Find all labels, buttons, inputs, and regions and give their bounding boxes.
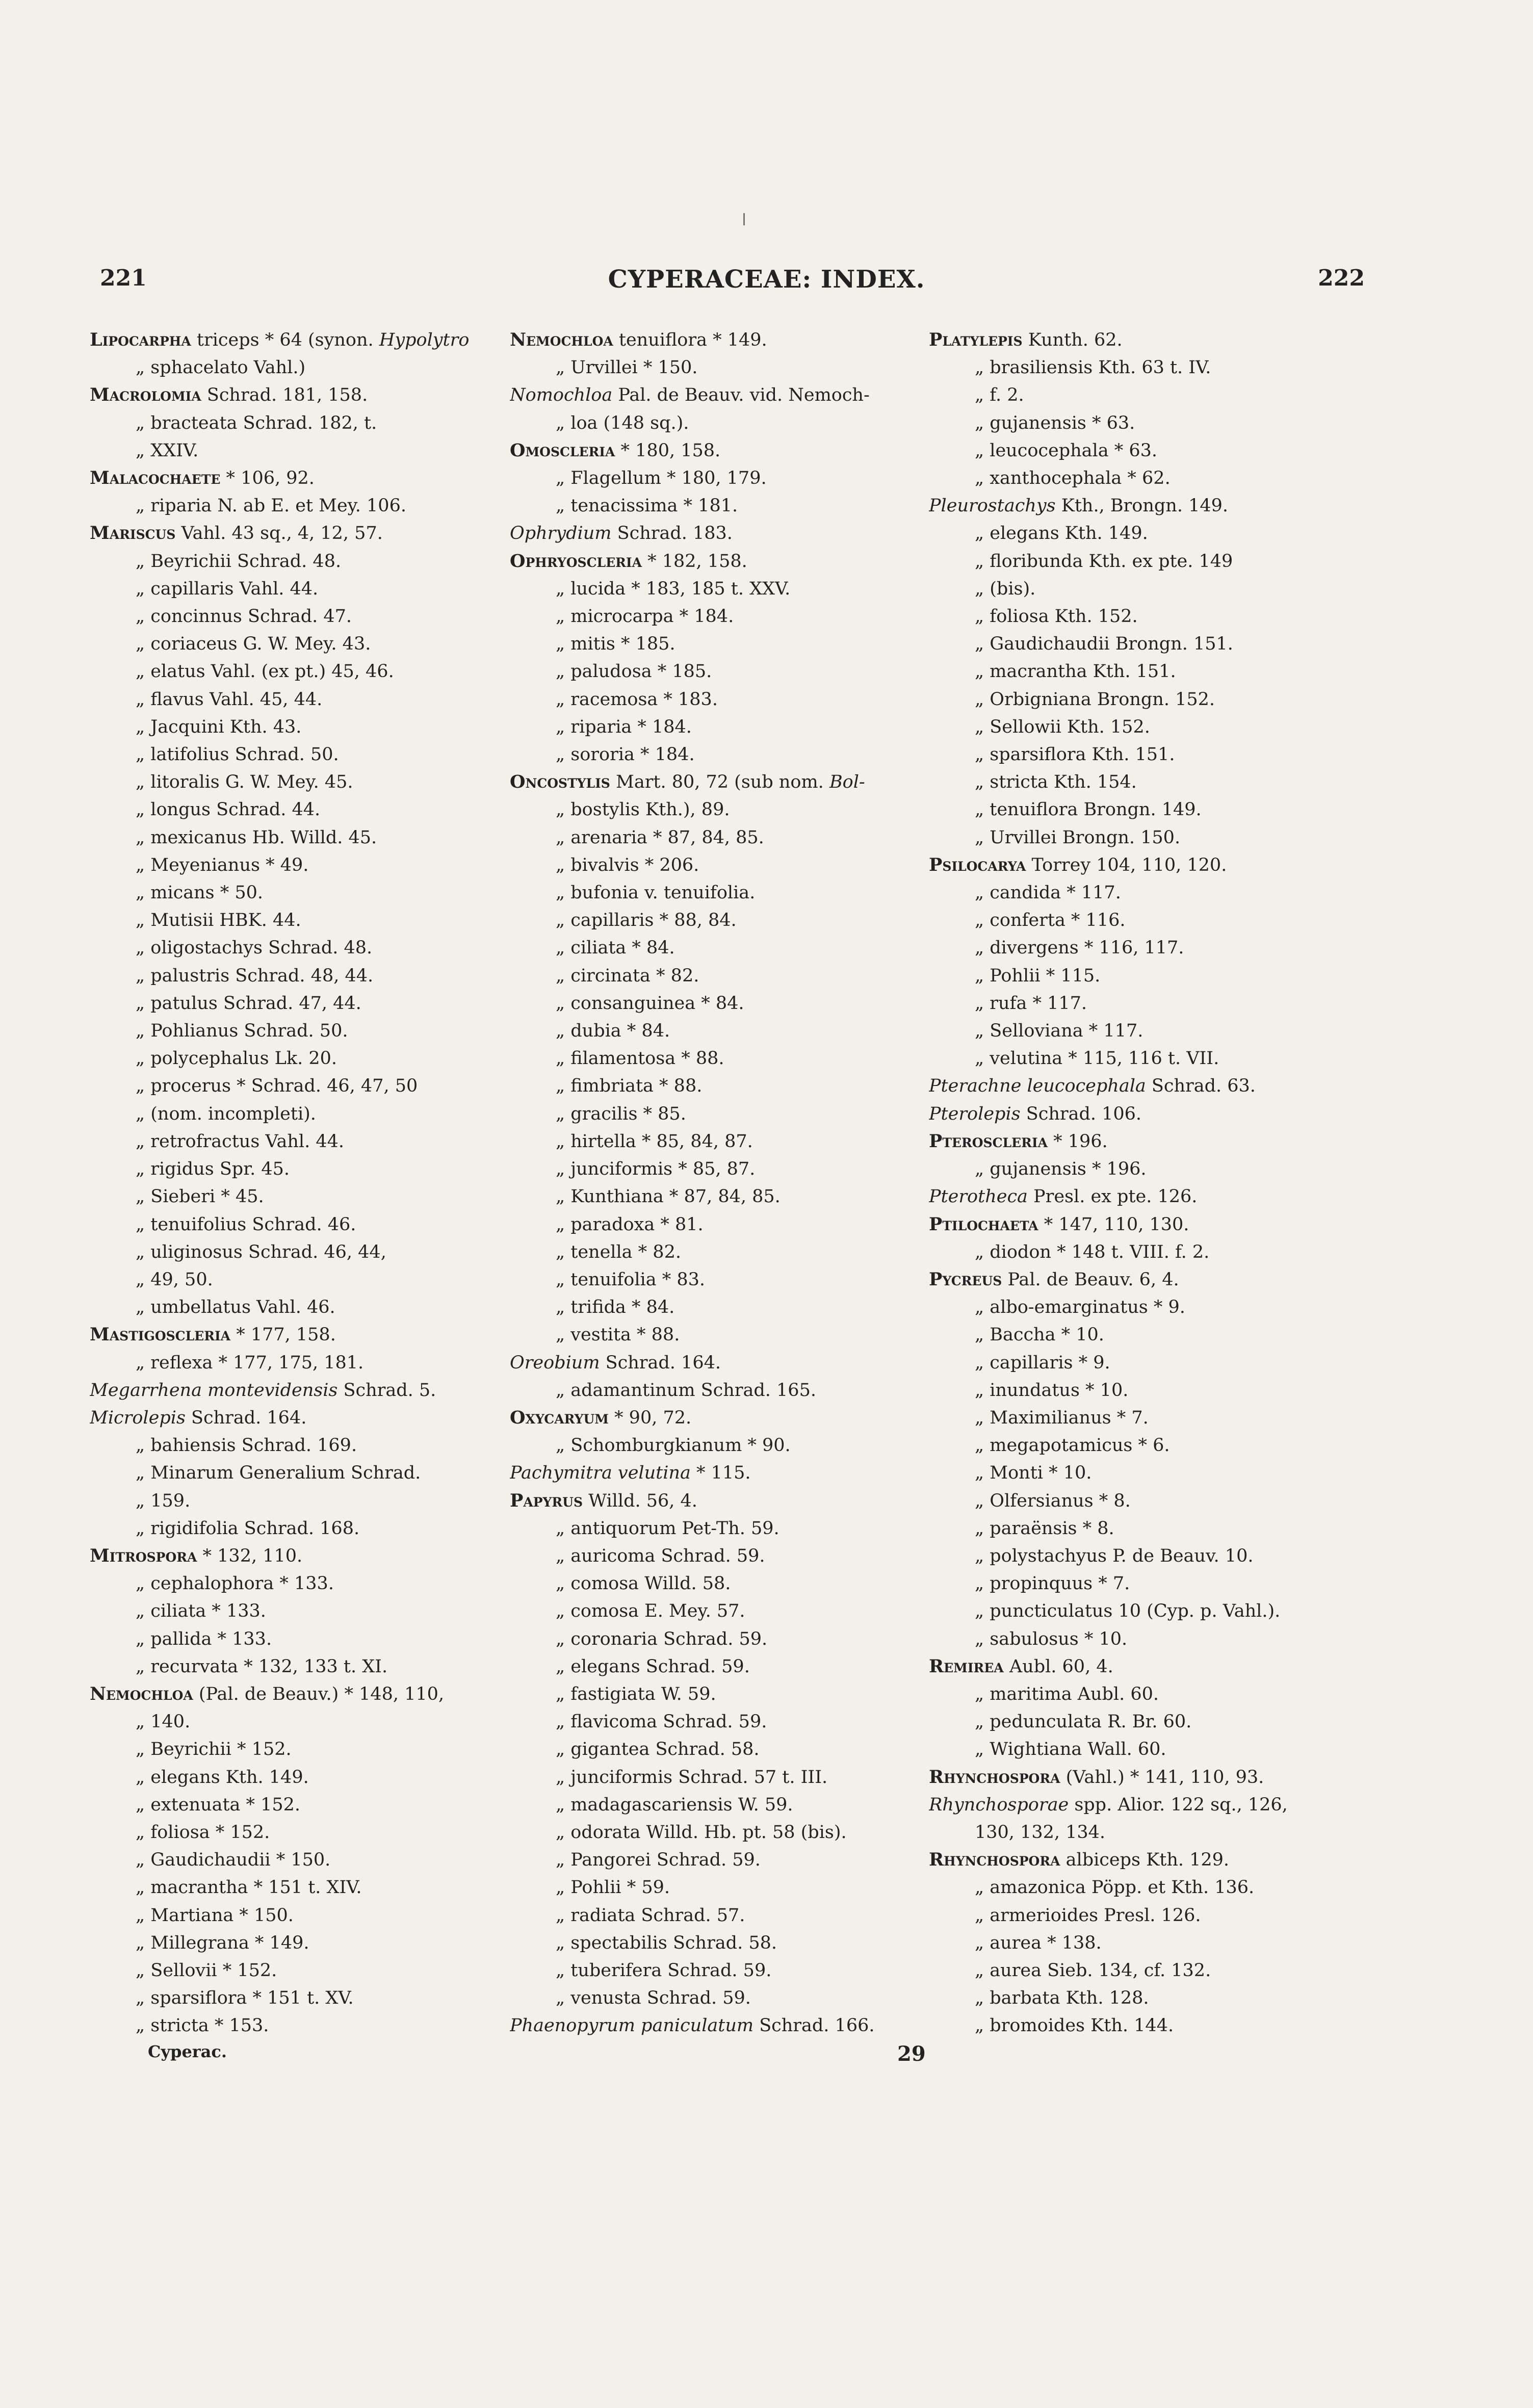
index-entry: „ gracilis * 85. xyxy=(556,1103,686,1124)
index-entry: „ polystachyus P. de Beauv. 10. xyxy=(975,1545,1254,1566)
index-entry: „ rufa * 117. xyxy=(975,993,1087,1014)
index-entry: „ tenuifolia * 83. xyxy=(556,1269,706,1290)
index-entry: „ filamentosa * 88. xyxy=(556,1048,724,1069)
index-entry: „ tenacissima * 181. xyxy=(556,496,738,516)
index-entry: „ auricoma Schrad. 59. xyxy=(556,1545,765,1566)
index-entry: „ inundatus * 10. xyxy=(975,1380,1129,1401)
index-entry: „ pallida * 133. xyxy=(136,1628,272,1649)
index-entry: Pycreus Pal. de Beauv. 6, 4. xyxy=(929,1268,1179,1290)
index-entry: „ Wightiana Wall. 60. xyxy=(975,1739,1166,1760)
index-entry: „ Pohlii * 59. xyxy=(556,1877,670,1898)
index-entry: „ bufonia v. tenuifolia. xyxy=(556,883,756,903)
index-entry: „ elegans Schrad. 59. xyxy=(556,1656,750,1677)
index-entry: „ venusta Schrad. 59. xyxy=(556,1988,751,2009)
index-entry: „ Sellovii * 152. xyxy=(136,1960,277,1981)
index-entry: „ flavus Vahl. 45, 44. xyxy=(136,689,323,710)
index-entry: „ sororia * 184. xyxy=(556,744,695,765)
index-entry: „ arenaria * 87, 84, 85. xyxy=(556,827,764,848)
index-entry: „ polycephalus Lk. 20. xyxy=(136,1048,337,1069)
index-entry: „ pedunculata R. Br. 60. xyxy=(975,1712,1192,1732)
footer-signature-label: Cyperac. xyxy=(148,2042,227,2061)
index-entry: „ riparia N. ab E. et Mey. 106. xyxy=(136,496,406,516)
page-header xyxy=(0,265,1533,306)
index-entry: „ Selloviana * 117. xyxy=(975,1021,1144,1042)
index-entry: „ mexicanus Hb. Willd. 45. xyxy=(136,827,377,848)
index-entry: „ rigidifolia Schrad. 168. xyxy=(136,1518,360,1539)
index-entry: „ Kunthiana * 87, 84, 85. xyxy=(556,1186,781,1207)
index-entry: Pterolepis Schrad. 106. xyxy=(929,1103,1142,1124)
index-entry: Mastigoscleria * 177, 158. xyxy=(90,1324,336,1345)
page-number-right: 222 xyxy=(1318,265,1365,291)
index-entry: „ Martiana * 150. xyxy=(136,1905,294,1926)
index-entry: Platylepis Kunth. 62. xyxy=(929,329,1123,350)
index-entry: Malacochaete * 106, 92. xyxy=(90,468,315,489)
index-entry: „ capillaris * 88, 84. xyxy=(556,910,737,931)
index-entry: „ patulus Schrad. 47, 44. xyxy=(136,993,361,1014)
index-entry: „ trifida * 84. xyxy=(556,1297,675,1318)
index-entry: „ mitis * 185. xyxy=(556,634,675,655)
index-entry: „ Olfersianus * 8. xyxy=(975,1490,1131,1511)
index-entry: „ micans * 50. xyxy=(136,883,264,903)
index-entry: „ paraënsis * 8. xyxy=(975,1518,1114,1539)
index-entry: „ Pohlii * 115. xyxy=(975,965,1101,986)
index-entry: „ brasiliensis Kth. 63 t. IV. xyxy=(975,357,1211,378)
index-entry: Microlepis Schrad. 164. xyxy=(90,1407,307,1428)
scan-mark xyxy=(743,213,745,225)
index-entry: „ madagascariensis W. 59. xyxy=(556,1794,793,1815)
index-column-1 xyxy=(90,326,508,2080)
index-entry: „ fimbriata * 88. xyxy=(556,1076,703,1097)
index-entry: „ hirtella * 85, 84, 87. xyxy=(556,1131,753,1152)
index-entry: „ sparsiflora Kth. 151. xyxy=(975,744,1175,765)
index-entry: „ (nom. incompleti). xyxy=(136,1103,316,1124)
index-entry: „ Minarum Generalium Schrad. xyxy=(136,1463,421,1484)
index-entry: „ leucocephala * 63. xyxy=(975,440,1157,461)
index-entry: „ flavicoma Schrad. 59. xyxy=(556,1712,767,1732)
index-entry: Lipocarpha triceps * 64 (synon. Hypolytro xyxy=(90,329,470,350)
index-entry: „ Gaudichaudii * 150. xyxy=(136,1850,331,1871)
index-entry: „ procerus * Schrad. 46, 47, 50 xyxy=(136,1076,418,1097)
index-entry: „ aurea Sieb. 134, cf. 132. xyxy=(975,1960,1211,1981)
index-entry: Oncostylis Mart. 80, 72 (sub nom. Bol- xyxy=(510,771,865,793)
index-entry: „ odorata Willd. Hb. pt. 58 (bis). xyxy=(556,1822,847,1843)
index-entry: „ bahiensis Schrad. 169. xyxy=(136,1435,357,1456)
index-entry: „ macrantha * 151 t. XIV. xyxy=(136,1877,362,1898)
index-entry: „ Pohlianus Schrad. 50. xyxy=(136,1021,348,1042)
index-entry: „ candida * 117. xyxy=(975,883,1121,903)
index-entry: „ ciliata * 133. xyxy=(136,1601,266,1622)
index-entry: „ f. 2. xyxy=(975,385,1024,406)
index-entry: Megarrhena montevidensis Schrad. 5. xyxy=(90,1380,436,1401)
index-entry: „ XXIV. xyxy=(136,440,199,461)
index-entry: Psilocarya Torrey 104, 110, 120. xyxy=(929,854,1227,875)
index-entry: „ Orbigniana Brongn. 152. xyxy=(975,689,1215,710)
index-entry: „ velutina * 115, 116 t. VII. xyxy=(975,1048,1219,1069)
index-entry: „ conferta * 116. xyxy=(975,910,1126,931)
index-entry: Macrolomia Schrad. 181, 158. xyxy=(90,384,368,406)
index-entry: „ 140. xyxy=(136,1712,191,1732)
index-entry: „ gujanensis * 196. xyxy=(975,1159,1147,1180)
index-entry: Ptilochaeta * 147, 110, 130. xyxy=(929,1213,1189,1235)
index-entry: Rhynchospora (Vahl.) * 141, 110, 93. xyxy=(929,1766,1264,1788)
index-entry: „ stricta Kth. 154. xyxy=(975,772,1137,793)
index-entry: „ dubia * 84. xyxy=(556,1021,670,1042)
index-entry: „ macrantha Kth. 151. xyxy=(975,661,1176,682)
index-entry: „ lucida * 183, 185 t. XXV. xyxy=(556,578,791,599)
index-entry: „ tenuiflora Brongn. 149. xyxy=(975,799,1202,820)
index-entry: „ Beyrichii * 152. xyxy=(136,1739,292,1760)
index-entry: „ longus Schrad. 44. xyxy=(136,799,321,820)
index-entry: „ tenuifolius Schrad. 46. xyxy=(136,1214,356,1235)
index-entry: „ bostylis Kth.), 89. xyxy=(556,799,730,820)
index-entry: Nemochloa (Pal. de Beauv.) * 148, 110, xyxy=(90,1683,445,1704)
index-entry: „ aurea * 138. xyxy=(975,1932,1102,1953)
index-entry: „ sabulosus * 10. xyxy=(975,1628,1128,1649)
index-entry: „ Monti * 10. xyxy=(975,1463,1092,1484)
index-entry: „ divergens * 116, 117. xyxy=(975,938,1184,959)
index-entry: „ Gaudichaudii Brongn. 151. xyxy=(975,634,1233,655)
index-entry: „ gigantea Schrad. 58. xyxy=(556,1739,760,1760)
index-entry: „ Urvillei Brongn. 150. xyxy=(975,827,1181,848)
index-entry: „ xanthocephala * 62. xyxy=(975,468,1171,489)
index-entry: „ tenella * 82. xyxy=(556,1241,681,1262)
index-entry: „ radiata Schrad. 57. xyxy=(556,1905,745,1926)
index-entry: Oreobium Schrad. 164. xyxy=(510,1352,721,1373)
index-entry: Pteroscleria * 196. xyxy=(929,1130,1108,1152)
index-entry: „ vestita * 88. xyxy=(556,1325,680,1345)
index-entry: „ 159. xyxy=(136,1490,191,1511)
index-entry: Nomochloa Pal. de Beauv. vid. Nemoch- xyxy=(510,385,870,406)
index-entry: „ junciformis * 85, 87. xyxy=(556,1159,756,1180)
index-entry: Remirea Aubl. 60, 4. xyxy=(929,1655,1113,1677)
index-entry: „ diodon * 148 t. VIII. f. 2. xyxy=(975,1241,1210,1262)
index-entry: „ Schomburgkianum * 90. xyxy=(556,1435,791,1456)
index-entry: „ stricta * 153. xyxy=(136,2015,269,2036)
index-entry: „ Sieberi * 45. xyxy=(136,1186,264,1207)
index-entry: „ latifolius Schrad. 50. xyxy=(136,744,339,765)
index-entry: „ circinata * 82. xyxy=(556,965,699,986)
index-entry: „ bracteata Schrad. 182, t. xyxy=(136,412,377,433)
index-entry: Ophrydium Schrad. 183. xyxy=(510,523,733,544)
index-entry: „ Mutisii HBK. 44. xyxy=(136,910,301,931)
index-entry: „ capillaris Vahl. 44. xyxy=(136,578,319,599)
page-number-left: 221 xyxy=(100,265,147,291)
index-entry: „ bivalvis * 206. xyxy=(556,855,699,875)
index-column-3 xyxy=(929,326,1388,2080)
index-entry: „ junciformis Schrad. 57 t. III. xyxy=(556,1767,828,1788)
index-entry: „ loa (148 sq.). xyxy=(556,412,689,433)
index-entry: 130, 132, 134. xyxy=(975,1822,1106,1843)
index-entry: „ gujanensis * 63. xyxy=(975,412,1135,433)
index-entry: Papyrus Willd. 56, 4. xyxy=(510,1490,697,1511)
index-entry: „ Baccha * 10. xyxy=(975,1325,1104,1345)
index-entry: „ Pangorei Schrad. 59. xyxy=(556,1850,761,1871)
index-entry: Ophryoscleria * 182, 158. xyxy=(510,550,747,572)
index-entry: „ floribunda Kth. ex pte. 149 xyxy=(975,551,1233,572)
index-entry: „ capillaris * 9. xyxy=(975,1352,1110,1373)
index-entry: „ coriaceus G. W. Mey. 43. xyxy=(136,634,371,655)
index-entry: „ microcarpa * 184. xyxy=(556,606,734,627)
index-entry: „ comosa E. Mey. 57. xyxy=(556,1601,745,1622)
index-entry: Mitrospora * 132, 110. xyxy=(90,1545,303,1566)
index-entry: „ antiquorum Pet-Th. 59. xyxy=(556,1518,780,1539)
index-entry: Rhynchosporae spp. Alior. 122 sq., 126, xyxy=(929,1794,1288,1815)
index-entry: „ oligostachys Schrad. 48. xyxy=(136,938,373,959)
index-entry: „ reflexa * 177, 175, 181. xyxy=(136,1352,364,1373)
index-entry: Nemochloa tenuiflora * 149. xyxy=(510,329,767,350)
index-column-2 xyxy=(510,326,928,2080)
index-entry: Pachymitra velutina * 115. xyxy=(510,1463,751,1484)
index-entry: „ comosa Willd. 58. xyxy=(556,1573,731,1594)
index-entry: „ maritima Aubl. 60. xyxy=(975,1684,1159,1704)
index-entry: Pterachne leucocephala Schrad. 63. xyxy=(929,1076,1256,1097)
index-entry: „ Millegrana * 149. xyxy=(136,1932,309,1953)
index-entry: „ paradoxa * 81. xyxy=(556,1214,704,1235)
index-entry: „ elatus Vahl. (ex pt.) 45, 46. xyxy=(136,661,394,682)
index-entry: „ barbata Kth. 128. xyxy=(975,1988,1149,2009)
index-entry: Pleurostachys Kth., Brongn. 149. xyxy=(929,496,1229,516)
index-entry: „ (bis). xyxy=(975,578,1036,599)
footer-sheet-number: 29 xyxy=(897,2042,926,2066)
index-entry: „ litoralis G. W. Mey. 45. xyxy=(136,772,353,793)
index-entry: „ Urvillei * 150. xyxy=(556,357,698,378)
index-entry: Mariscus Vahl. 43 sq., 4, 12, 57. xyxy=(90,523,383,544)
index-entry: „ palustris Schrad. 48, 44. xyxy=(136,965,374,986)
index-entry: „ Meyenianus * 49. xyxy=(136,855,309,875)
index-entry: „ Maximilianus * 7. xyxy=(975,1407,1149,1428)
index-entry: „ riparia * 184. xyxy=(556,716,692,737)
index-entry: Pterotheca Presl. ex pte. 126. xyxy=(929,1186,1198,1207)
index-entry: „ rigidus Spr. 45. xyxy=(136,1159,290,1180)
index-entry: „ adamantinum Schrad. 165. xyxy=(556,1380,816,1401)
index-entry: „ Jacquini Kth. 43. xyxy=(136,716,302,737)
index-entry: „ armerioides Presl. 126. xyxy=(975,1905,1201,1926)
index-entry: „ retrofractus Vahl. 44. xyxy=(136,1131,345,1152)
index-entry: „ propinquus * 7. xyxy=(975,1573,1130,1594)
index-entry: Omoscleria * 180, 158. xyxy=(510,439,721,461)
index-entry: „ amazonica Pöpp. et Kth. 136. xyxy=(975,1877,1255,1898)
index-entry: „ umbellatus Vahl. 46. xyxy=(136,1297,335,1318)
index-entry: „ Beyrichii Schrad. 48. xyxy=(136,551,342,572)
index-entry: „ bromoides Kth. 144. xyxy=(975,2015,1174,2036)
index-entry: „ elegans Kth. 149. xyxy=(975,523,1148,544)
index-entry: „ paludosa * 185. xyxy=(556,661,712,682)
index-entry: „ foliosa * 152. xyxy=(136,1822,270,1843)
index-entry: „ Flagellum * 180, 179. xyxy=(556,468,767,489)
index-entry: „ elegans Kth. 149. xyxy=(136,1767,309,1788)
index-entry: Oxycaryum * 90, 72. xyxy=(510,1407,692,1428)
index-entry: „ racemosa * 183. xyxy=(556,689,718,710)
index-entry: Rhynchospora albiceps Kth. 129. xyxy=(929,1849,1230,1871)
index-entry: „ extenuata * 152. xyxy=(136,1794,301,1815)
index-entry: „ Sellowii Kth. 152. xyxy=(975,716,1150,737)
index-entry: „ coronaria Schrad. 59. xyxy=(556,1628,768,1649)
index-entry: „ sparsiflora * 151 t. XV. xyxy=(136,1988,354,2009)
index-entry: „ consanguinea * 84. xyxy=(556,993,744,1014)
index-entry: „ fastigiata W. 59. xyxy=(556,1684,716,1704)
index-entry: „ albo-emarginatus * 9. xyxy=(975,1297,1185,1318)
index-entry: „ puncticulatus 10 (Cyp. p. Vahl.). xyxy=(975,1601,1281,1622)
index-entry: „ ciliata * 84. xyxy=(556,938,675,959)
index-entry: „ concinnus Schrad. 47. xyxy=(136,606,352,627)
index-entry: „ sphacelato Vahl.) xyxy=(136,357,306,378)
index-entry: „ tuberifera Schrad. 59. xyxy=(556,1960,772,1981)
index-entry: „ 49, 50. xyxy=(136,1269,213,1290)
index-entry: „ cephalophora * 133. xyxy=(136,1573,334,1594)
index-entry: „ foliosa Kth. 152. xyxy=(975,606,1138,627)
page-title: CYPERACEAE: INDEX. xyxy=(608,265,925,294)
index-entry: „ megapotamicus * 6. xyxy=(975,1435,1170,1456)
index-entry: Phaenopyrum paniculatum Schrad. 166. xyxy=(510,2015,875,2036)
index-entry: „ uliginosus Schrad. 46, 44, xyxy=(136,1241,386,1262)
index-entry: „ recurvata * 132, 133 t. XI. xyxy=(136,1656,388,1677)
index-entry: „ spectabilis Schrad. 58. xyxy=(556,1932,777,1953)
